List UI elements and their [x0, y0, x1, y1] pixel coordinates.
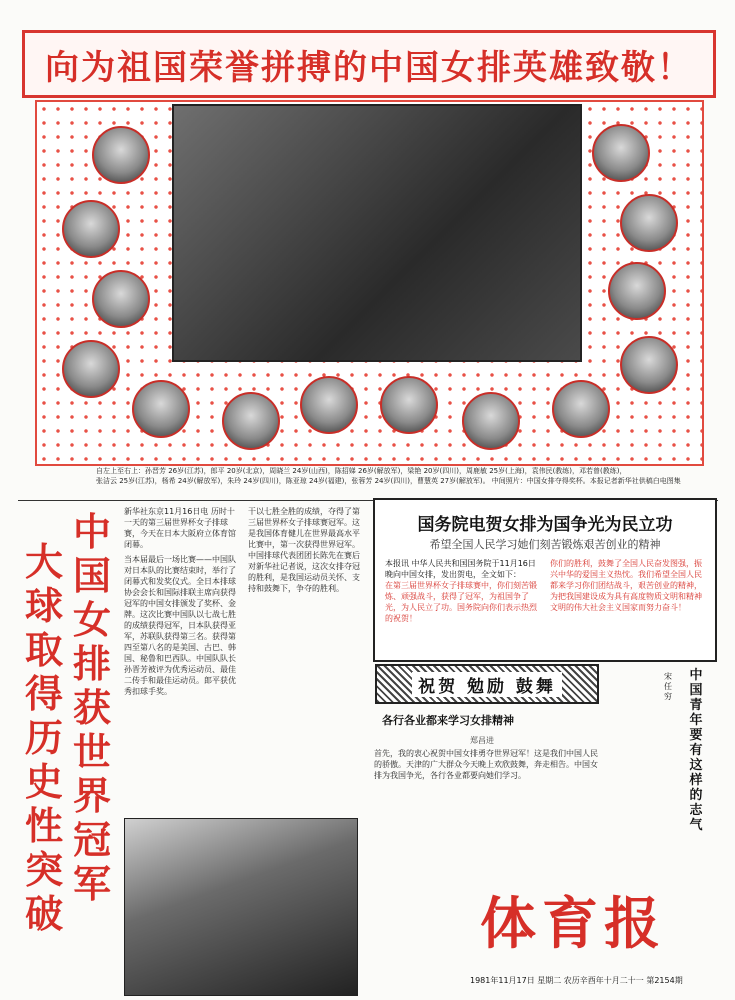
article-author: 郑昌进: [470, 736, 494, 745]
portrait-photo: [462, 392, 520, 450]
portrait-photo: [300, 376, 358, 434]
portrait-photo: [62, 340, 120, 398]
news-report-column: [124, 506, 242, 812]
vertical-headline-left: 大球取得历史性突破: [24, 539, 63, 936]
newspaper-masthead: 体育报: [480, 891, 666, 957]
headline-banner: [22, 30, 716, 98]
portrait-photo: [592, 124, 650, 182]
portrait-photo: [608, 262, 666, 320]
side-note-title: 中国青年要有这样的志气: [689, 668, 703, 833]
photo-caption-line: 自左上至右上：孙晋芳 26岁(江苏)，郎平 20岁(北京)，周晓兰 24岁(山西)，陈招娣 26岁(解放军)，梁艳 20岁(四川)，周鹿敏 25岁(上海)，袁伟民(教练)，邓若曾(教练)，: [96, 467, 627, 475]
telegram-body: [385, 558, 705, 654]
news-report-body-2: 干以七胜全胜的成绩，夺得了第三届世界杯女子排球赛冠军。这是我国体育健儿在世界最高水平比赛中，第一次获得世界冠军。中国排球代表团团长陈先在赛后对新华社记者说，这次女排夺冠的胜利，是我国运动员关怀、支持和鼓舞下，争夺的胜利。: [248, 507, 360, 593]
telegram-body-right: 你们的胜利，鼓舞了全国人民奋发图强，振兴中华的爱国主义热忱。我们希望全国人民都来学习你们团结战斗，艰苦创业的精神，为把我国建设成为具有高度物质文明和精神文明的伟大社会主义国家而努力奋斗！: [550, 559, 702, 612]
telegram-subtitle: 希望全国人民学习她们刻苦锻炼艰苦创业的精神: [429, 538, 661, 551]
portrait-photo: [620, 336, 678, 394]
crowd-celebration-photo: [124, 818, 358, 996]
article-title: 各行各业都来学习女排精神: [382, 714, 514, 727]
telegram-body-left: [385, 558, 540, 624]
portrait-photo: [62, 200, 120, 258]
news-report-column-2: [248, 506, 366, 812]
portrait-photo: [132, 380, 190, 438]
portrait-photo: [620, 194, 678, 252]
portrait-photo: [222, 392, 280, 450]
telegram-title: 国务院电贺女排为国争光为民立功: [417, 515, 673, 535]
article-body: 首先，我的衷心祝贺中国女排勇夺世界冠军！这是我们中国人民的骄傲。天津的广大群众今天晚上欢欣鼓舞，奔走相告。中国女排为我国争光，各行各业都要向她们学习。: [374, 749, 598, 780]
cheer-banner: [375, 664, 599, 704]
vertical-headline-right: 中国女排获世界冠军: [72, 509, 111, 906]
portrait-photo: [380, 376, 438, 434]
portrait-photo: [92, 126, 150, 184]
side-note-author: 宋任穷: [664, 672, 672, 701]
portrait-photo: [552, 380, 610, 438]
trophy-celebration-photo: [172, 104, 582, 362]
portrait-photo: [92, 270, 150, 328]
news-report-lead: 新华社东京11月16日电 历时十一天的第三届世界杯女子排球赛，今天在日本大阪府立体育馆闭幕。: [124, 507, 236, 549]
telegram-text-red: 在第三届世界杯女子排球赛中，你们刻苦锻炼、顽强战斗，获得了冠军，为祖国争了光，为人民立了功。国务院向你们表示热烈的祝贺！: [385, 581, 537, 623]
state-council-telegram-box: [373, 498, 717, 662]
photo-caption: [96, 466, 681, 496]
cheer-banner-text: 祝贺 勉励 鼓舞: [412, 672, 562, 697]
news-report-body: 当本届最后一场比赛——中国队对日本队的比赛结束时，举行了闭幕式和发奖仪式。全日本排球协会会长和国际排联主席向获得冠军的中国女排颁发了奖杯、金牌。这次比赛中国队以七战七胜的成绩获得冠军，日本队获得亚军，苏联队获得第三名。获得第四至第八名的是美国、古巴、韩国、秘鲁和巴西队。中国队队长孙晋芳被评为优秀运动员、最佳二传手和最佳运动员。郎平获优秀扣球手奖。: [124, 555, 236, 696]
headline-banner-text: 向为祖国荣誉拼搏的中国女排英雄致敬！: [45, 47, 693, 88]
telegram-intro: 本报讯 中华人民共和国国务院于11月16日晚向中国女排，发出贺电，全文如下：: [385, 559, 536, 579]
photo-caption-line: 张洁云 25岁(江苏)，杨希 24岁(解放军)，朱玲 24岁(四川)，陈亚琼 24岁(福建)，张蓉芳 24岁(四川)，曹慧英 27岁(解放军)。 中间照片：中国女排夺得奖杯。本报记者新华社供稿白电图集: [96, 477, 681, 485]
issue-dateline: 1981年11月17日 星期二 农历辛酉年十月二十一 第2154期: [470, 976, 683, 985]
